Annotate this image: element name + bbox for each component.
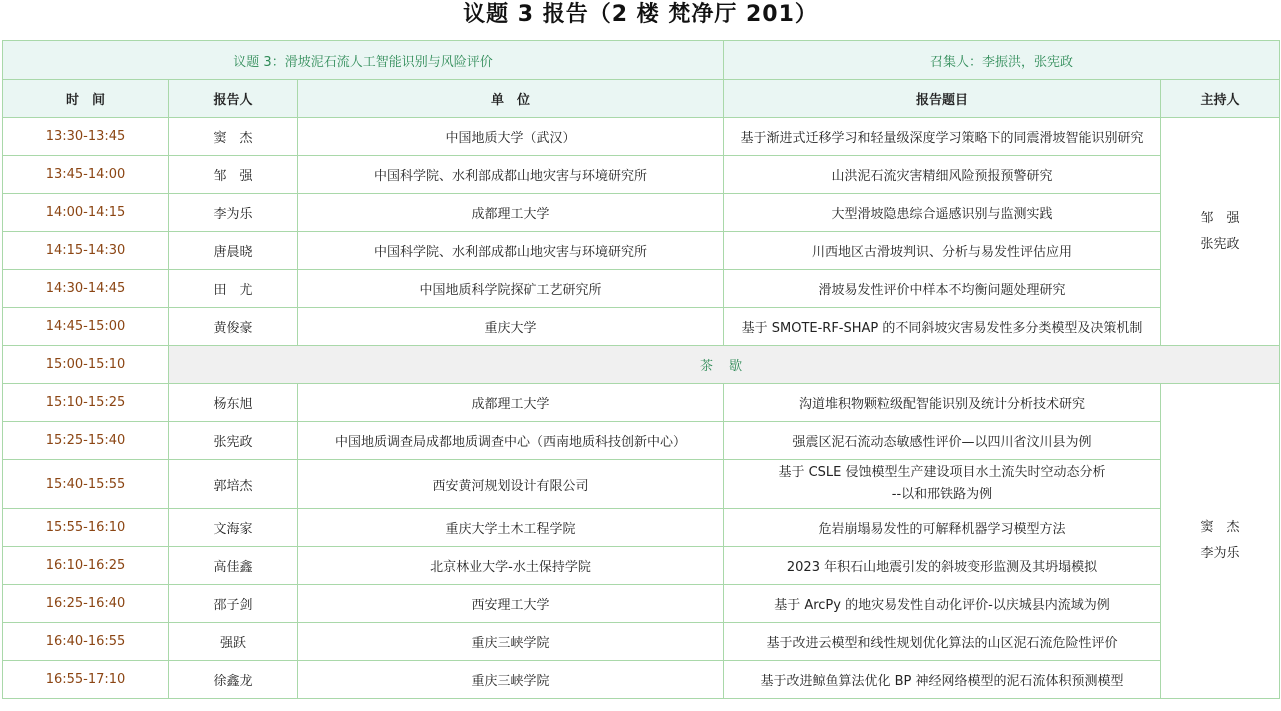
row-title: 山洪泥石流灾害精细风险预报预警研究 [724,156,1161,194]
row-speaker: 邹 强 [169,156,298,194]
row-time: 15:10-15:25 [3,384,169,422]
row-unit: 西安理工大学 [298,585,724,623]
topic-label: 议题 3：滑坡泥石流人工智能识别与风险评价 [3,41,724,80]
header-time: 时 间 [3,80,169,118]
table-row [3,623,1280,661]
row-unit: 中国地质科学院探矿工艺研究所 [298,270,724,308]
host-name: 李为乐 [1200,546,1240,561]
row-title: 强震区泥石流动态敏感性评价—以四川省汶川县为例 [724,422,1161,460]
row-title: 基于改进云模型和线性规划优化算法的山区泥石流危险性评价 [724,623,1161,661]
row-speaker: 张宪政 [169,422,298,460]
row-title-line: --以和邢铁路为例 [891,487,993,502]
row-title: 大型滑坡隐患综合遥感识别与监测实践 [724,194,1161,232]
convener-label: 召集人：李振洪，张宪政 [724,41,1280,80]
row-time: 13:30-13:45 [3,118,169,156]
table-row [3,422,1280,460]
row-time: 16:10-16:25 [3,547,169,585]
row-speaker: 邵子剑 [169,585,298,623]
table-row [3,308,1280,346]
row-time: 14:00-14:15 [3,194,169,232]
row-title: 基于渐进式迁移学习和轻量级深度学习策略下的同震滑坡智能识别研究 [724,118,1161,156]
row-title: 沟道堆积物颗粒级配智能识别及统计分析技术研究 [724,384,1161,422]
header-unit: 单 位 [298,80,724,118]
header-host: 主持人 [1161,80,1280,118]
row-speaker: 文海家 [169,509,298,547]
row-title-line: 基于 CSLE 侵蚀模型生产建设项目水土流失时空动态分析 [778,465,1106,480]
table-row [3,509,1280,547]
row-unit: 成都理工大学 [298,194,724,232]
session2-host [1161,384,1280,699]
topic-row [3,41,1280,80]
row-time: 16:40-16:55 [3,623,169,661]
table-row [3,194,1280,232]
row-title: 川西地区古滑坡判识、分析与易发性评估应用 [724,232,1161,270]
row-title [724,460,1161,509]
row-time: 13:45-14:00 [3,156,169,194]
header-row [3,80,1280,118]
host-name: 窦 杰 [1200,520,1240,535]
row-title: 危岩崩塌易发性的可解释机器学习模型方法 [724,509,1161,547]
row-time: 15:40-15:55 [3,460,169,509]
table-row [3,547,1280,585]
row-speaker: 黄俊豪 [169,308,298,346]
host-name: 邹 强 [1200,210,1240,226]
row-title: 滑坡易发性评价中样本不均衡问题处理研究 [724,270,1161,308]
row-unit: 西安黄河规划设计有限公司 [298,460,724,509]
row-speaker: 田 尤 [169,270,298,308]
row-time: 15:25-15:40 [3,422,169,460]
row-time: 14:45-15:00 [3,308,169,346]
row-unit: 重庆大学 [298,308,724,346]
row-title: 2023 年积石山地震引发的斜坡变形监测及其坍塌模拟 [724,547,1161,585]
row-time: 16:55-17:10 [3,661,169,699]
row-time: 15:55-16:10 [3,509,169,547]
schedule-table [2,40,1280,699]
row-unit: 重庆三峡学院 [298,661,724,699]
table-row [3,460,1280,509]
row-unit: 中国地质调查局成都地质调查中心（西南地质科技创新中心） [298,422,724,460]
tea-break-row [3,346,1280,384]
row-speaker: 徐鑫龙 [169,661,298,699]
row-time: 16:25-16:40 [3,585,169,623]
page-title: 议题 3 报告（2 楼 梵净厅 201） [463,2,818,27]
table-row [3,384,1280,422]
row-speaker: 强跃 [169,623,298,661]
row-title: 基于 SMOTE-RF-SHAP 的不同斜坡灾害易发性多分类模型及决策机制 [724,308,1161,346]
row-title: 基于改进鲸鱼算法优化 BP 神经网络模型的泥石流体积预测模型 [724,661,1161,699]
row-unit: 重庆大学土木工程学院 [298,509,724,547]
row-speaker: 郭培杰 [169,460,298,509]
table-row [3,270,1280,308]
session1-host [1161,118,1280,346]
row-title: 基于 ArcPy 的地灾易发性自动化评价-以庆城县内流域为例 [724,585,1161,623]
row-time: 14:15-14:30 [3,232,169,270]
table-row [3,156,1280,194]
row-speaker: 窦 杰 [169,118,298,156]
row-speaker: 李为乐 [169,194,298,232]
row-unit: 重庆三峡学院 [298,623,724,661]
table-row [3,661,1280,699]
row-unit: 中国地质大学（武汉） [298,118,724,156]
row-speaker: 高佳鑫 [169,547,298,585]
row-speaker: 杨东旭 [169,384,298,422]
table-row [3,118,1280,156]
table-row [3,232,1280,270]
row-unit: 成都理工大学 [298,384,724,422]
tea-break-label: 茶 歇 [169,346,1280,384]
table-row [3,585,1280,623]
row-speaker: 唐晨晓 [169,232,298,270]
row-time: 14:30-14:45 [3,270,169,308]
row-unit: 中国科学院、水利部成都山地灾害与环境研究所 [298,156,724,194]
row-unit: 中国科学院、水利部成都山地灾害与环境研究所 [298,232,724,270]
row-unit: 北京林业大学-水土保持学院 [298,547,724,585]
host-name: 张宪政 [1200,236,1240,252]
tea-break-time: 15:00-15:10 [3,346,169,384]
header-title: 报告题目 [724,80,1161,118]
header-speaker: 报告人 [169,80,298,118]
